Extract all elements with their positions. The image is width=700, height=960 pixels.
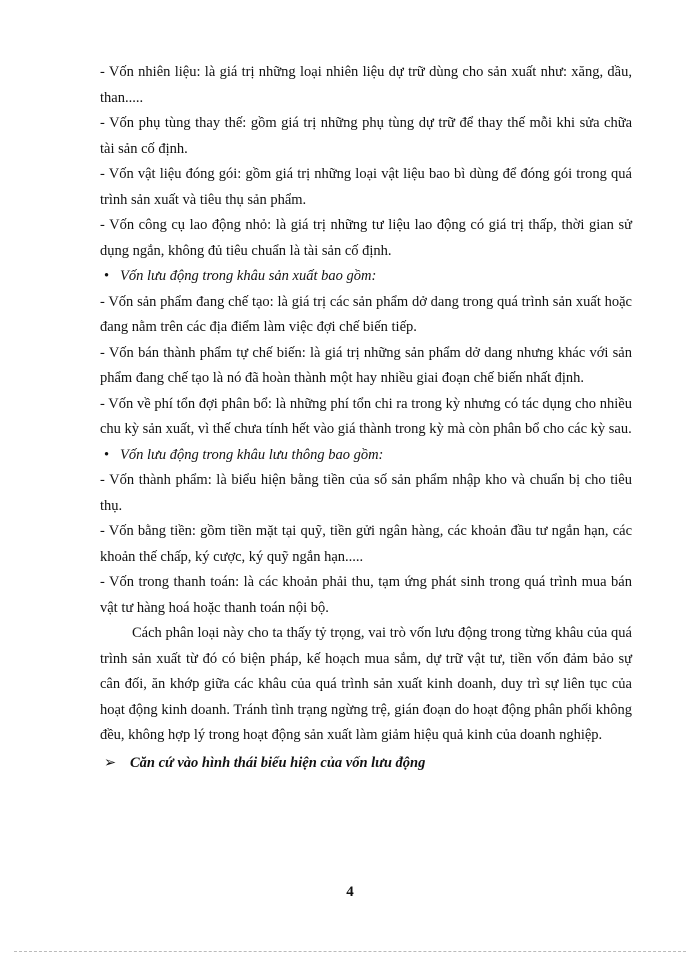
bullet-icon: • [104,268,110,284]
paragraph: - Vốn nhiên liệu: là giá trị những loại nhiên liệu dự trữ dùng cho sản xuất như: xăng, dầu, than..... [100,64,632,106]
summary-paragraph: Cách phân loại này cho ta thấy tỷ trọng, vai trò vốn lưu động trong từng khâu của quá trình sản xuất từ đó có biện pháp, kế hoạch mua sắm, dự trữ vật tư, tiền vốn đảm bảo sự cân đối, ăn khớp giữa các khâu của quá trình sản xuất kinh doanh, duy trì sự liên tục của hoạt động kinh doanh. Tránh tình trạng ngừng trệ, gián đoạn do hoạt động phân phối không đều, không hợp lý trong hoạt động sản xuất làm giảm hiệu quả kinh của doanh nghiệp. [100,625,632,743]
paragraph: - Vốn sản phẩm đang chế tạo: là giá trị các sản phẩm dở dang trong quá trình sản xuất hoặc đang nằm trên các địa điểm làm việc đợi chế biến tiếp. [100,293,632,335]
bullet-heading-text: Vốn lưu động trong khâu sản xuất bao gồm: [120,268,377,284]
bullet-heading [100,264,632,290]
paragraph: - Vốn trong thanh toán: là các khoản phải thu, tạm ứng phát sinh trong quá trình mua bán vật tư hàng hoá hoặc thanh toán nội bộ. [100,574,632,616]
paragraph: - Vốn bán thành phẩm tự chế biến: là giá trị những sản phẩm dở dang nhưng khác với sản phẩm đang chế tạo là nó đã hoàn thành một hay nhiều giai đoạn chế biến nhất định. [100,344,632,386]
bullet-heading-text: Vốn lưu động trong khâu lưu thông bao gồm: [120,446,384,463]
paragraph: - Vốn công cụ lao động nhỏ: là giá trị những tư liệu lao động có giá trị thấp, thời gian sử dụng ngắn, không đủ tiêu chuẩn là tài sản cố định. [100,217,632,259]
page-body [100,60,632,776]
paragraph: - Vốn bằng tiền: gồm tiền mặt tại quỹ, tiền gửi ngân hàng, các khoản đầu tư ngắn hạn, các khoản thế chấp, ký cược, ký quỹ ngắn hạn..... [100,523,632,565]
paragraph: - Vốn thành phẩm: là biểu hiện bằng tiền của số sản phẩm nhập kho và chuẩn bị cho tiêu thụ. [100,472,632,514]
section-heading-text: Căn cứ vào hình thái biểu hiện của vốn lưu động [130,754,426,771]
paragraph: - Vốn phụ tùng thay thế: gồm giá trị những phụ tùng dự trữ để thay thế mỗi khi sửa chữa tài sản cố định. [100,115,632,157]
arrow-bullet-icon: ➢ [104,754,117,771]
paragraph: - Vốn vật liệu đóng gói: gồm giá trị những loại vật liệu bao bì dùng để đóng gói trong quá trình sản xuất và tiêu thụ sản phẩm. [100,166,632,208]
bullet-heading [100,443,632,469]
paragraph: - Vốn về phí tổn đợi phân bổ: là những phí tổn chi ra trong kỳ nhưng có tác dụng cho nhiều chu kỳ sản xuất, vì thế chưa tính hết vào giá thành trong kỳ mà còn phân bổ cho các kỳ sau. [100,395,632,437]
page-bottom-divider [14,951,686,952]
page-number: 4 [346,884,354,900]
section-heading [100,751,632,777]
bullet-icon: • [104,446,110,463]
